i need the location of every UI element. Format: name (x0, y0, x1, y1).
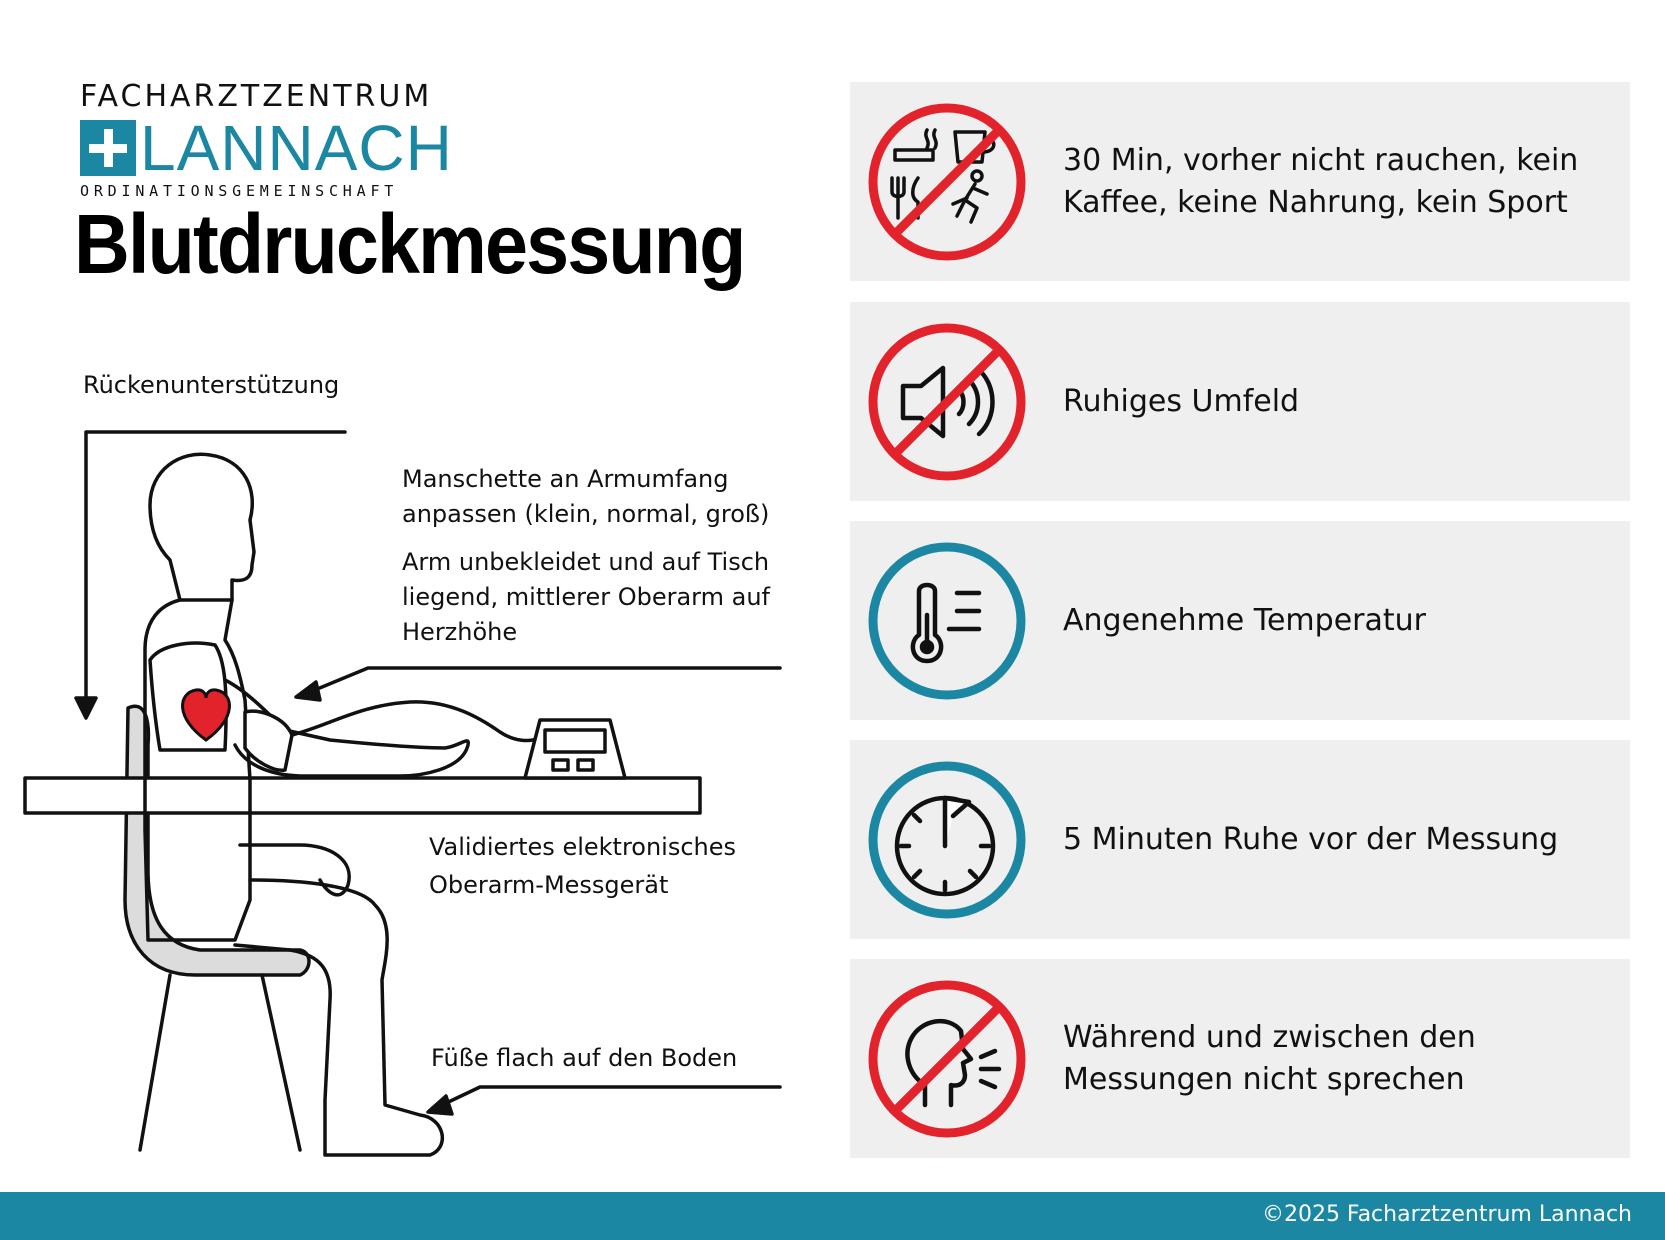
rule-text (1063, 521, 1623, 720)
rule-line1: Angenehme Temperatur (1063, 602, 1426, 638)
logo-line3: ORDINATIONSGEMEINSCHAFT (80, 182, 399, 200)
rule-text (1063, 82, 1623, 281)
rule-panel-quiet (850, 302, 1630, 501)
logo-line1: FACHARZTZENTRUM (80, 79, 433, 114)
rule-line2: Messungen nicht sprechen (1063, 1061, 1465, 1097)
rule-line1: Ruhiges Umfeld (1063, 383, 1300, 419)
label-cuff-line2: anpassen (klein, normal, groß) (402, 500, 770, 528)
rule-panel-no-talking (850, 959, 1630, 1158)
no-smoking-coffee-food-sport-icon (865, 100, 1029, 264)
label-arm-line1: Arm unbekleidet und auf Tisch (402, 548, 770, 576)
footer (0, 1192, 1665, 1240)
rule-panel-rest (850, 740, 1630, 939)
label-feet: Füße flach auf den Boden (431, 1044, 738, 1072)
page-title: Blutdruckmessung (74, 197, 745, 291)
label-arm-line2: liegend, mittlerer Oberarm auf (402, 583, 770, 611)
stopwatch-icon (865, 758, 1029, 922)
logo-middle (80, 112, 453, 184)
copyright-text: ©2025 Facharztzentrum Lannach (1261, 1202, 1632, 1227)
rule-panel-temperature (850, 521, 1630, 720)
rule-text (1063, 302, 1623, 501)
label-device-line1: Validiertes elektronisches (429, 833, 737, 861)
label-arm-line3: Herzhöhe (402, 618, 518, 646)
rule-line1: 30 Min, vorher nicht rauchen, kein (1063, 142, 1579, 178)
label-cuff-line1: Manschette an Armumfang (402, 465, 729, 493)
no-noise-speaker-icon (865, 320, 1029, 484)
logo (80, 79, 453, 200)
rule-panel-no-intake (850, 82, 1630, 281)
rule-text (1063, 959, 1623, 1158)
medical-cross-icon (80, 120, 136, 176)
logo-line2: LANNACH (140, 112, 453, 184)
label-back-support: Rückenunterstützung (83, 371, 340, 399)
rule-line1: Während und zwischen den (1063, 1019, 1476, 1055)
rule-line1: 5 Minuten Ruhe vor der Messung (1063, 821, 1559, 857)
thermometer-icon (865, 539, 1029, 703)
no-talking-icon (865, 977, 1029, 1141)
rule-text (1063, 740, 1623, 939)
rule-line2: Kaffee, keine Nahrung, kein Sport (1063, 184, 1568, 220)
illustration (0, 370, 800, 1170)
label-device-line2: Oberarm-Messgerät (429, 871, 669, 899)
